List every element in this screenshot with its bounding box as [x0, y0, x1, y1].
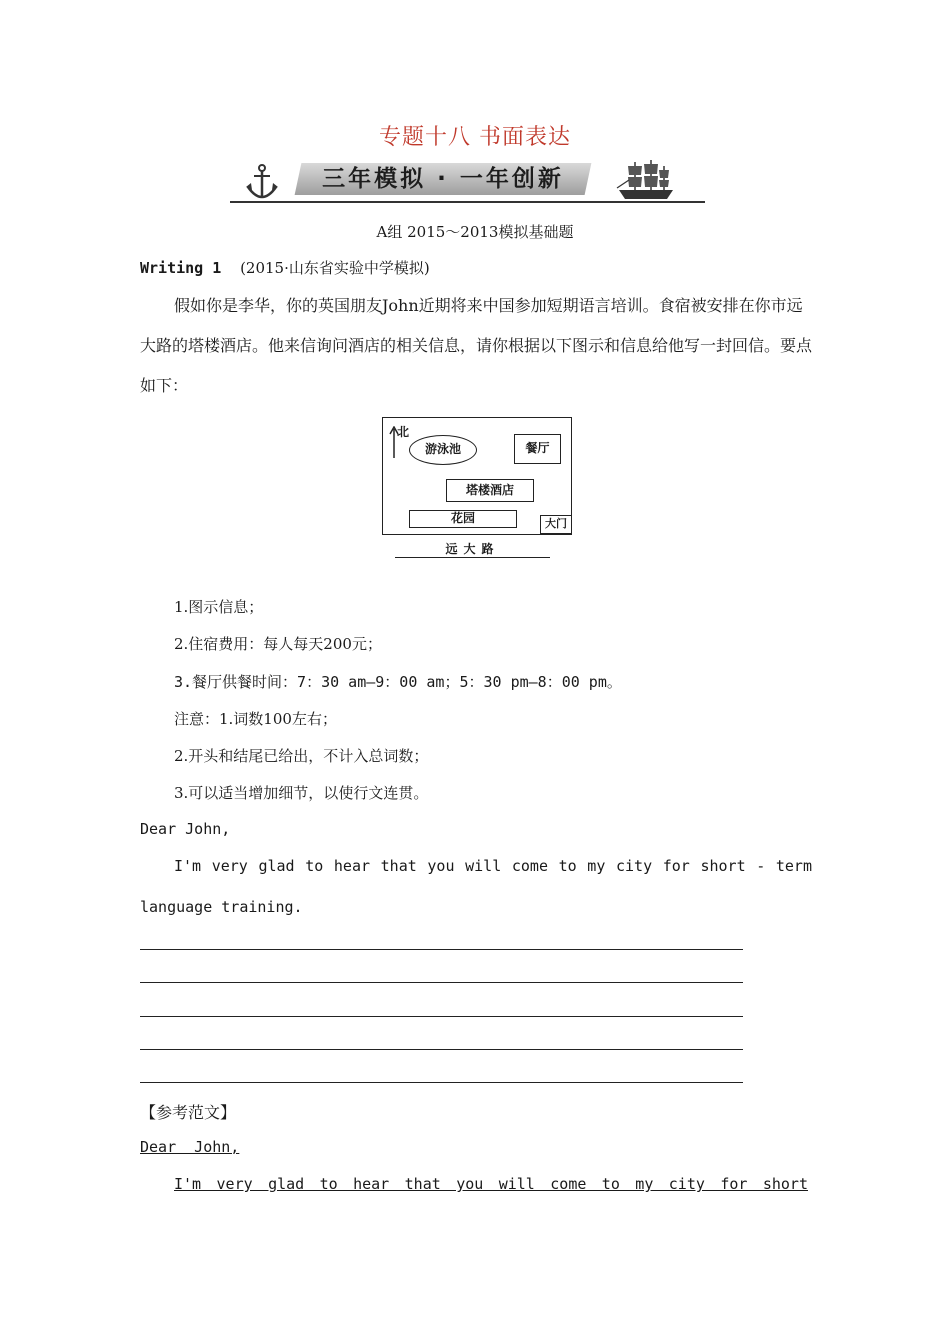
section-group: A组 2015～2013模拟基础题	[376, 223, 574, 241]
road-label: 远大路	[445, 542, 500, 556]
writing-line	[140, 1016, 743, 1017]
page-title: 专题十八 书面表达	[379, 125, 571, 150]
writing-source: (2015·山东省实验中学模拟)	[240, 259, 430, 277]
letter-line-1: I'm very glad to hear that you will come to my city for short - term	[174, 857, 812, 875]
writing-line	[140, 982, 743, 983]
hotel-label: 塔楼酒店	[446, 479, 534, 502]
point-3: 3.餐厅供餐时间：7：30 am—9：00 am；5：30 pm—8：00 pm。	[174, 673, 622, 691]
prompt-paragraph: 假如你是李华，你的英国朋友John近期将来中国参加短期语言培训。食宿被安排在你市远大路的塔楼酒店。他来信询问酒店的相关信息，请你根据以下图示和信息给他写一封回信。要点如下：	[140, 296, 813, 395]
writing-line	[140, 1082, 743, 1083]
sailing-ship-icon	[615, 158, 677, 202]
writing-label: Writing 1	[140, 259, 222, 277]
writing-line	[140, 949, 743, 950]
gate-label: 大门	[540, 515, 572, 534]
banner-text: 三年模拟 · 一年创新	[322, 166, 564, 192]
reference-line-1: I'm very glad to hear that you will come to my city for short	[174, 1175, 808, 1193]
restaurant-label: 餐厅	[514, 434, 561, 464]
reference-greeting: Dear John,	[140, 1138, 240, 1156]
writing-heading	[140, 257, 430, 278]
reference-label: 【参考范文】	[140, 1103, 237, 1122]
point-1: 1.图示信息；	[174, 598, 264, 616]
note-3: 3.可以适当增加细节，以使行文连贯。	[174, 784, 429, 802]
note-1: 注意：1.词数100左右；	[174, 710, 337, 728]
point-2: 2.住宿费用：每人每天200元；	[174, 635, 382, 653]
anchor-icon	[244, 163, 280, 203]
note-2: 2.开头和结尾已给出，不计入总词数；	[174, 747, 429, 765]
letter-line-2: language training.	[140, 898, 303, 916]
hotel-map	[382, 417, 572, 535]
pool-label: 游泳池	[409, 435, 477, 465]
north-label: 北	[397, 425, 410, 439]
road-line	[395, 557, 550, 558]
garden-label: 花园	[409, 510, 517, 528]
letter-greeting: Dear John,	[140, 820, 231, 838]
writing-line	[140, 1049, 743, 1050]
